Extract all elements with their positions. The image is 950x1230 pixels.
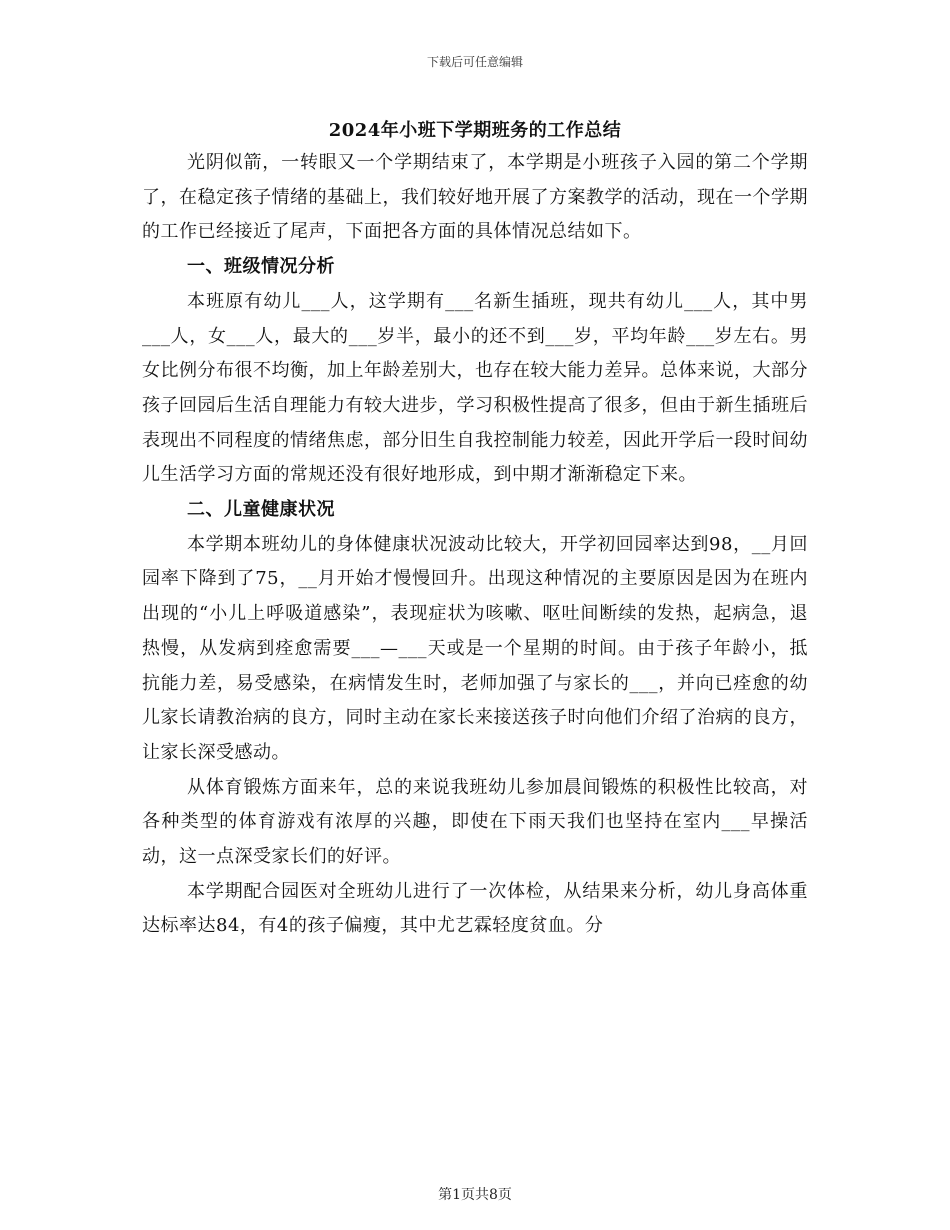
page-footer: 第1页共8页	[438, 1187, 512, 1203]
header-note: 下载后可任意编辑	[426, 55, 523, 69]
paragraph-medical-checkup: 本学期配合园医对全班幼儿进行了一次体检，从结果来分析，幼儿身高体重达标率达84，有4的孩子偏瘦，其中尤艺霖轻度贫血。分	[142, 880, 808, 937]
paragraph-intro: 光阴似箭，一转眼又一个学期结束了，本学期是小班孩子入园的第二个学期了，在稳定孩子情绪的基础上，我们较好地开展了方案教学的活动，现在一个学期的工作已经接近了尾声，下面把各方面的具体情况总结如下。	[142, 152, 808, 243]
section-heading-health: 二、儿童健康状况	[187, 499, 335, 521]
paragraph-physical-exercise: 从体育锻炼方面来年，总的来说我班幼儿参加晨间锻炼的积极性比较高，对各种类型的体育游戏有浓厚的兴趣，即使在下雨天我们也坚持在室内___早操活动，这一点深受家长们的好评。	[142, 776, 808, 868]
document-title: 2024年小班下学期班务的工作总结	[328, 120, 622, 141]
section-heading-class-analysis: 一、班级情况分析	[187, 256, 335, 278]
paragraph-class-analysis: 本班原有幼儿___人，这学期有___名新生插班，现共有幼儿___人，其中男___人，女___人，最大的___岁半，最小的还不到___岁，平均年龄___岁左右。男女比例分布很不均衡，加上年龄差别大，也存在较大能力差异。总体来说，大部分孩子回园后生活自理能力有较大进步，学习积极性提高了很多，但由于新生插班后表现出不同程度的情绪焦虑，部分旧生自我控制能力较差，因此开学后一段时间幼儿生活学习方面的常规还没有很好地形成，到中期才渐渐稳定下来。	[142, 290, 808, 486]
document-body	[142, 146, 808, 944]
paragraph-health-status: 本学期本班幼儿的身体健康状况波动比较大，开学初回园率达到98，__月回园率下降到了75，__月开始才慢慢回升。出现这种情况的主要原因是因为在班内出现的“小儿上呼吸道感染”，表现症状为咳嗽、呕吐间断续的发热，起病急，退热慢，从发病到痊愈需要___—___天或是一个星期的时间。由于孩子年龄小，抵抗能力差，易受感染，在病情发生时，老师加强了与家长的___，并向已痊愈的幼儿家长请教治病的良方，同时主动在家长来接送孩子时向他们介绍了治病的良方，让家长深受感动。	[142, 533, 808, 763]
